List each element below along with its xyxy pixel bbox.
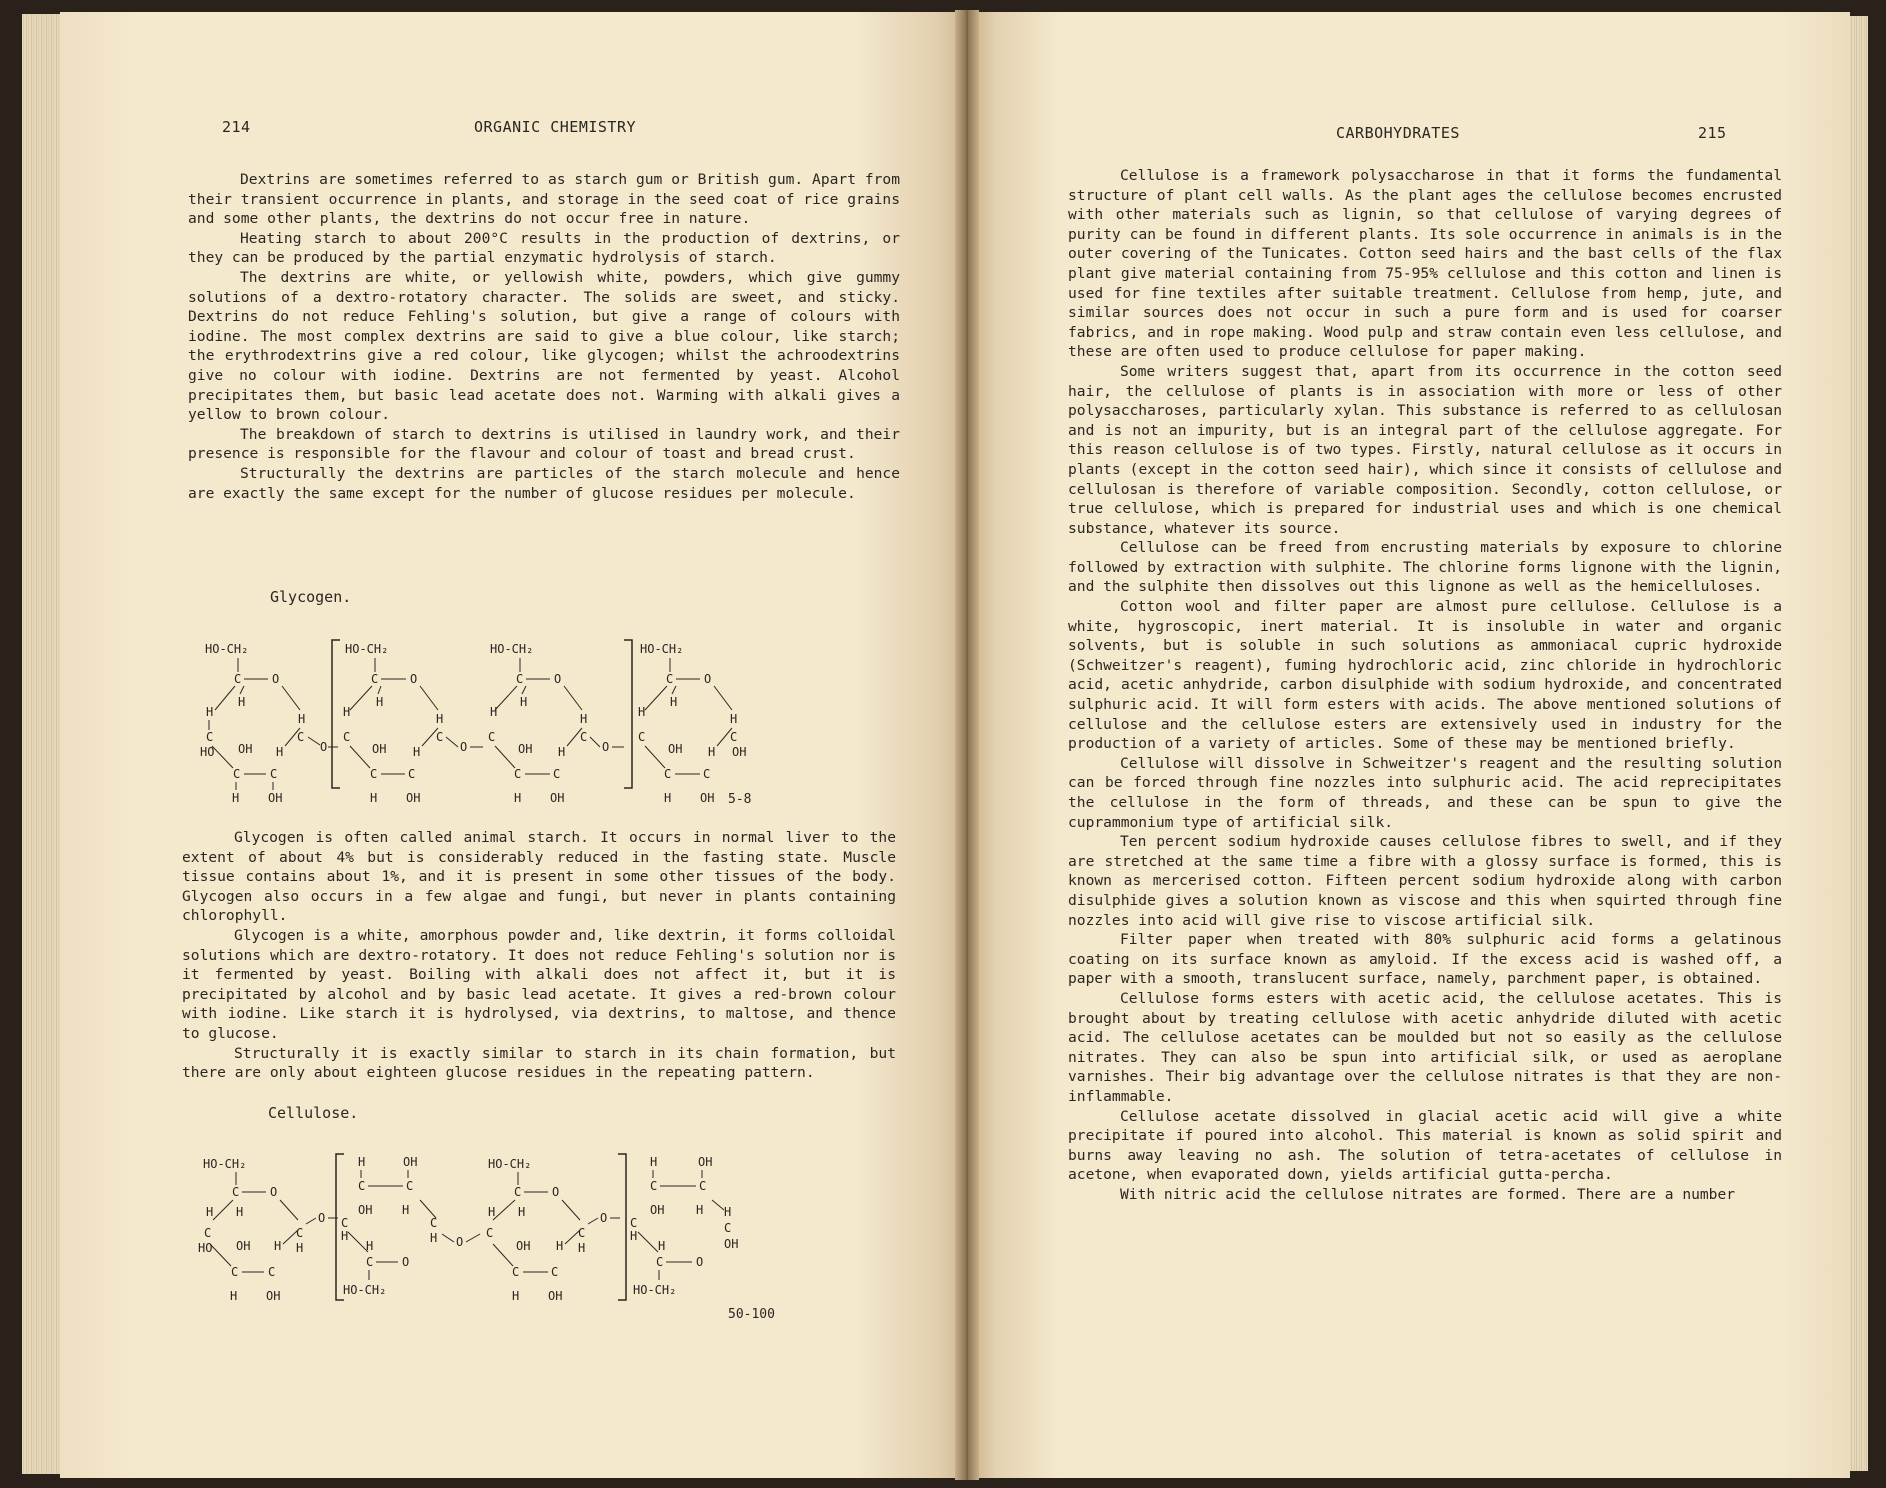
svg-text:C: C (204, 1226, 212, 1240)
formula-label: HO-CH₂ (205, 642, 249, 656)
svg-text:H: H (638, 705, 646, 719)
svg-text:H: H (343, 705, 351, 719)
svg-text:H: H (514, 791, 522, 805)
running-head-right: CARBOHYDRATES (1336, 124, 1460, 142)
paragraph: Cellulose is a framework polysaccharose in that it forms the fundamental structure of plant cell walls. As the plant ages the cellulose becomes encrusted with other materials such as lignin, so that cellulose of varying degrees of purity can be found in different plants. Its sole occurrence in animals is in the outer covering of the Tunicates. Cotton seed hairs and the bast cells of the flax plant give material containing from 75-95% cellulose and this cotton and linen is used for fine textiles after suitable treatment. Cellulose from hemp, jute, and similar sources does not occur in such a pure form and is used for coarser fabrics, and in rope making. Wood pulp and straw contain even less cellulose, and these are often used to produce cellulose for paper making. (1068, 167, 1782, 361)
paragraph: Cellulose will dissolve in Schweitzer's reagent and the resulting solution can be forced through fine nozzles into sulphuric acid. The acid reprecipitates the cellulose in the form of threads, and these can be spun to give the cuprammonium type of artificial silk. (1068, 754, 1782, 831)
svg-text:OH: OH (548, 1289, 563, 1303)
svg-text:C: C (366, 1255, 374, 1269)
svg-text:C: C (514, 767, 522, 781)
svg-text:C: C (488, 730, 496, 744)
svg-text:H: H (696, 1203, 704, 1217)
svg-text:C: C (580, 730, 588, 744)
svg-text:HO-CH₂: HO-CH₂ (203, 1157, 247, 1171)
svg-text:C: C (516, 672, 524, 686)
svg-text:C: C (268, 1265, 276, 1279)
svg-text:OH: OH (724, 1237, 739, 1251)
svg-text:H: H (556, 1239, 564, 1253)
svg-text:H: H (488, 1205, 496, 1219)
svg-text:H: H (402, 1203, 410, 1217)
svg-text:HO-CH₂: HO-CH₂ (490, 642, 534, 656)
svg-text:OH: OH (698, 1155, 713, 1169)
svg-text:C: C (650, 1179, 658, 1193)
svg-text:OH: OH (268, 791, 283, 805)
book-gutter (955, 10, 979, 1480)
svg-text:H: H (518, 1205, 526, 1219)
svg-text:O: O (320, 740, 328, 754)
svg-text:C: C (724, 1221, 732, 1235)
svg-text:O: O (456, 1235, 464, 1249)
svg-text:C: C (232, 1185, 240, 1199)
svg-text:C: C (512, 1265, 520, 1279)
formula-label: C (234, 672, 242, 686)
svg-text:H: H (370, 791, 378, 805)
svg-text:C: C (436, 730, 444, 744)
svg-text:H: H (580, 712, 588, 726)
svg-text:HO-CH₂: HO-CH₂ (343, 1283, 387, 1297)
svg-text:OH: OH (358, 1203, 373, 1217)
svg-text:C: C (430, 1216, 438, 1230)
svg-text:C: C (371, 672, 379, 686)
paragraph: Glycogen is often called animal starch. It occurs in normal liver to the extent of about 4% but is considerably reduced in the fasting state. Muscle tissue contains about 1%, and it is present in some other tissues of the body. Glycogen also occurs in a few algae and fungi, but never in plants containing chlorophyll. (182, 829, 896, 925)
svg-text:O: O (410, 672, 418, 686)
svg-text:HO-CH₂: HO-CH₂ (640, 642, 684, 656)
page-number-left: 214 (222, 118, 251, 136)
svg-text:H: H (658, 1239, 666, 1253)
svg-text:H: H (512, 1289, 520, 1303)
cellulose-structure-diagram (198, 1152, 838, 1312)
paragraph: Cellulose forms esters with acetic acid, the cellulose acetates. This is brought about by treating cellulose with acetic anhydride diluted with acetic acid. The cellulose acetates can be moulded but not so easily as the cellulose nitrates. They can also be spun into artificial silk, or used as aeroplane varnishes. Their big advantage over the cellulose nitrates is that they are non-inflammable. (1068, 989, 1782, 1105)
svg-text:H: H (238, 695, 246, 709)
svg-text:H: H (296, 1241, 304, 1255)
svg-text:H: H (490, 705, 498, 719)
running-head-left: ORGANIC CHEMISTRY (474, 118, 637, 136)
svg-text:H: H (236, 1205, 244, 1219)
svg-text:OH: OH (406, 791, 421, 805)
formula-label: O (272, 672, 280, 686)
paragraph: With nitric acid the cellulose nitrates are formed. There are a number (1120, 1185, 1736, 1203)
svg-text:C: C (514, 1185, 522, 1199)
paragraph: Heating starch to about 200°C results in the production of dextrins, or they can be produced by the partial enzymatic hydrolysis of starch. (188, 229, 900, 267)
svg-text:H: H (366, 1239, 374, 1253)
svg-text:C: C (656, 1255, 664, 1269)
cellulose-repeat-count: 50-100 (728, 1307, 775, 1322)
svg-text:H: H (430, 1231, 438, 1245)
svg-text:H: H (724, 1205, 732, 1219)
svg-text:C: C (296, 1226, 304, 1240)
svg-text:H: H (274, 1239, 282, 1253)
glycogen-structure-diagram (200, 638, 840, 808)
svg-text:HO-CH₂: HO-CH₂ (345, 642, 389, 656)
svg-text:C: C (578, 1226, 586, 1240)
svg-text:HO: HO (200, 745, 215, 759)
svg-text:C: C (553, 767, 561, 781)
left-page (60, 12, 965, 1478)
svg-text:H: H (558, 745, 566, 759)
left-text-top (188, 170, 900, 503)
svg-text:C: C (730, 730, 738, 744)
svg-text:O: O (402, 1255, 410, 1269)
svg-text:HO-CH₂: HO-CH₂ (633, 1283, 677, 1297)
svg-text:HO-CH₂: HO-CH₂ (488, 1157, 532, 1171)
svg-text:OH: OH (516, 1239, 531, 1253)
svg-text:C: C (666, 672, 674, 686)
svg-text:OH: OH (518, 742, 533, 756)
svg-text:C: C (231, 1265, 239, 1279)
svg-text:OH: OH (668, 742, 683, 756)
svg-text:C: C (297, 730, 305, 744)
paragraph: Structurally it is exactly similar to starch in its chain formation, but there are only about eighteen glucose residues in the repeating pattern. (182, 1044, 896, 1082)
paragraph: Filter paper when treated with 80% sulphuric acid forms a gelatinous coating on its surface known as amyloid. If the excess acid is washed off, a paper with a smooth, translucent surface, namely, parchment paper, is obtained. (1068, 931, 1782, 988)
svg-text:OH: OH (238, 742, 253, 756)
svg-text:H: H (206, 1205, 214, 1219)
paragraph: The dextrins are white, or yellowish white, powders, which give gummy solutions of a dextro-rotatory character. The solids are sweet, and sticky. Dextrins do not reduce Fehling's solution, but give a range of colours with iodine. The most complex dextrins are said to give a blue colour, like starch; the erythrodextrins give a red colour, like glycogen; whilst the achroodextrins give no colour with iodine. Dextrins are not fermented by yeast. Alcohol precipitates them, but basic lead acetate does not. Warming with alkali gives a yellow to brown colour. (188, 268, 900, 424)
svg-text:C: C (341, 1216, 349, 1230)
svg-text:O: O (318, 1211, 326, 1225)
svg-text:H: H (298, 712, 306, 726)
svg-text:OH: OH (266, 1289, 281, 1303)
svg-text:H: H (708, 745, 716, 759)
svg-text:H: H (578, 1241, 586, 1255)
svg-text:OH: OH (550, 791, 565, 805)
svg-text:O: O (600, 1211, 608, 1225)
svg-text:H: H (358, 1155, 366, 1169)
svg-text:H: H (276, 745, 284, 759)
svg-text:H: H (664, 791, 672, 805)
page-number-right: 215 (1698, 124, 1727, 142)
paragraph: Cellulose acetate dissolved in glacial acetic acid will give a white precipitate if poured into alcohol. This material is known as solid spirit and burns away leaving no ash. The solution of tetra-acetates of cellulose in acetone, when evaporated down, yields artificial gutta-percha. (1068, 1107, 1782, 1184)
left-text-middle (182, 828, 896, 1083)
svg-text:OH: OH (732, 745, 747, 759)
cellulose-heading: Cellulose. (268, 1104, 359, 1122)
svg-text:HO: HO (198, 1241, 213, 1255)
paragraph: The breakdown of starch to dextrins is utilised in laundry work, and their presence is responsible for the flavour and colour of toast and bread crust. (188, 425, 900, 463)
svg-text:O: O (270, 1185, 278, 1199)
svg-text:H: H (730, 712, 738, 726)
svg-text:C: C (270, 767, 278, 781)
svg-text:H: H (436, 712, 444, 726)
svg-text:H: H (670, 695, 678, 709)
paragraph: Some writers suggest that, apart from its occurrence in the cotton seed hair, the cellulose of plants is in association with more or less of other polysaccharoses, particularly xylan. This substance is referred to as cellulosan and is not an impurity, but is an integral part of the cellulose aggregate. For this reason cellulose is of two types. Firstly, natural cellulose as it occurs in plants (except in the cotton seed hair), which since it consists of cellulose and cellulosan is therefore of variable composition. Secondly, cotton cellulose, or true cellulose, which is prepared for industrial uses and which is one chemical substance, whatever its source. (1068, 362, 1782, 537)
paragraph: Cellulose can be freed from encrusting materials by exposure to chlorine followed by extraction with sulphite. The chlorine forms lignone with the lignin, and the sulphite then dissolves out this lignone as well as the hemicelluloses. (1068, 539, 1782, 596)
svg-text:OH: OH (372, 742, 387, 756)
glycogen-heading: Glycogen. (270, 588, 352, 606)
svg-text:H: H (520, 695, 528, 709)
svg-text:OH: OH (700, 791, 715, 805)
svg-text:C: C (664, 767, 672, 781)
svg-text:C: C (703, 767, 711, 781)
svg-text:H: H (413, 745, 421, 759)
svg-text:H: H (232, 791, 240, 805)
paragraph: Dextrins are sometimes referred to as starch gum or British gum. Apart from their transient occurrence in plants, and storage in the seed coat of rice grains and some other plants, the dextrins do not occur free in nature. (188, 171, 900, 228)
svg-text:C: C (408, 767, 416, 781)
right-text (1068, 166, 1782, 1204)
svg-text:H: H (650, 1155, 658, 1169)
svg-text:H: H (206, 705, 214, 719)
svg-text:C: C (406, 1179, 414, 1193)
svg-text:O: O (552, 1185, 560, 1199)
paragraph: Cotton wool and filter paper are almost pure cellulose. Cellulose is a white, hygroscopic, inert material. It is insoluble in water and organic solvents, but is soluble in such solutions as ammoniacal cupric hydroxide (Schweitzer's reagent), fuming hydrochloric acid, zinc chloride in hydrochloric acid, acetic anhydride, carbon disulphide with sodium hydroxide, and concentrated sulphuric acid. It will form esters with acids. The above mentioned solutions of cellulose and the cellulose esters are extensively used in industry for the production of a variety of articles. Some of these may be mentioned briefly. (1068, 598, 1782, 753)
svg-text:H: H (376, 695, 384, 709)
svg-text:C: C (370, 767, 378, 781)
svg-text:C: C (486, 1226, 494, 1240)
paragraph: Structurally the dextrins are particles of the starch molecule and hence are exactly the same except for the number of glucose residues per molecule. (188, 464, 900, 502)
svg-text:O: O (460, 740, 468, 754)
svg-text:O: O (696, 1255, 704, 1269)
svg-text:C: C (638, 730, 646, 744)
svg-text:C: C (206, 730, 214, 744)
svg-text:C: C (630, 1216, 638, 1230)
paragraph: Ten percent sodium hydroxide causes cellulose fibres to swell, and if they are stretched at the same time a fibre with a glossy surface is formed, this is known as mercerised cotton. Fifteen percent sodium hydroxide along with carbon disulphide gives a solution known as viscose and this when squirted through fine nozzles into acid will give rise to viscose artificial silk. (1068, 833, 1782, 929)
svg-text:OH: OH (650, 1203, 665, 1217)
svg-text:O: O (554, 672, 562, 686)
svg-text:C: C (233, 767, 241, 781)
svg-text:O: O (704, 672, 712, 686)
paragraph: Glycogen is a white, amorphous powder and, like dextrin, it forms colloidal solutions which are dextro-rotatory. It does not reduce Fehling's solution nor is it fermented by yeast. Boiling with alkali does not affect it, but it is precipitated by alcohol and by basic lead acetate. It gives a red-brown colour with iodine. Like starch it is hydrolysed, via dextrins, to maltose, and thence to glucose. (182, 926, 896, 1042)
right-page (970, 12, 1850, 1478)
svg-text:C: C (343, 730, 351, 744)
svg-text:OH: OH (236, 1239, 251, 1253)
svg-text:OH: OH (403, 1155, 418, 1169)
svg-text:O: O (602, 740, 610, 754)
svg-text:C: C (699, 1179, 707, 1193)
svg-text:C: C (358, 1179, 366, 1193)
glycogen-repeat-count: 5-8 (728, 792, 752, 807)
svg-text:H: H (630, 1229, 638, 1243)
svg-text:H: H (341, 1229, 349, 1243)
svg-text:H: H (230, 1289, 238, 1303)
svg-text:C: C (551, 1265, 559, 1279)
